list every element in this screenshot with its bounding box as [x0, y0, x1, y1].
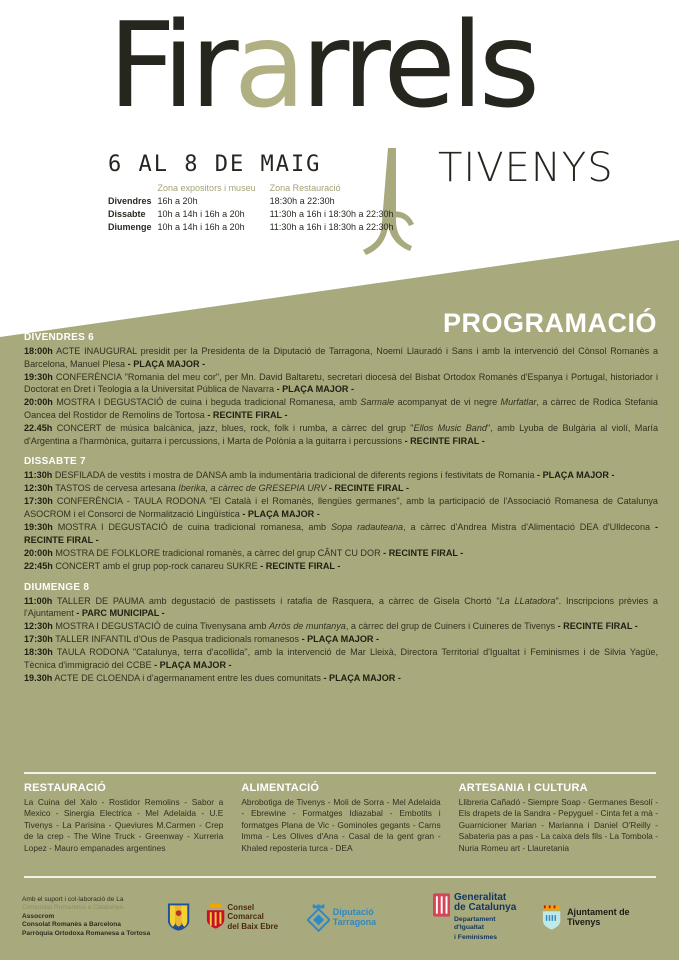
hours-col1-header: Zona expositors i museu [157, 183, 256, 193]
consell-comarcal-label [227, 903, 290, 932]
event-time: 17:30h [24, 634, 53, 645]
hours-row-dissabte [108, 208, 394, 221]
programme-event [24, 560, 658, 573]
poster-footer [22, 886, 662, 948]
event-description: DESFILADA de vestits i mostra de DANSA amb la indumentària tradicional de diferents regions i festivitats de Romania [52, 470, 538, 481]
event-venue: - PLAÇA MAJOR - [276, 384, 355, 395]
programme-event [24, 371, 658, 396]
event-venue: - PLAÇA MAJOR - [537, 470, 615, 481]
hours-row-diumenge [108, 221, 394, 234]
exhibitor-column-list: Llibreria Cañadó - Siempre Soap - Germanes Besolí - Els drapets de la Sandra - Pepyguel - Cinta fet a mà - Guarnicioner Marian - Marianna i Daniel O'Reilly - Sabateria pas a pas - La caixa dels fils - La Tombola - Nuria Romeu art - Llauretania [458, 797, 658, 853]
event-venue: - PARC MUNICIPAL - [76, 608, 165, 619]
support-line-2: Comunitat Romanesa a Catalunya. [22, 904, 125, 912]
event-time: 19:30h [24, 371, 53, 382]
event-venue: - PLAÇA MAJOR - [127, 358, 206, 369]
event-description: MOSTRA I DEGUSTACIÓ de cuina i beguda tradicional Romanesa, amb Sarmale acompanyat de vi negre Murfatlar, a càrrec de Rodica Stefania Oancea del Rostidor de Remolins de Tortosa [24, 397, 658, 420]
event-time: 20:00h [24, 547, 53, 558]
support-line-1: Amb el suport i col·laboració de La [22, 895, 124, 903]
event-time: 11:00h [24, 595, 53, 606]
exhibitor-column-title: RESTAURACIÓ [24, 782, 107, 794]
hours-diumenge-zone1: 10h a 14h i 16h a 20h [157, 222, 245, 232]
event-time: 19.30h [24, 673, 53, 684]
support-credits [22, 896, 167, 939]
festival-dates: 6 AL 8 DE MAIG [108, 152, 322, 177]
opening-hours-table [108, 182, 394, 234]
section-divider-bottom [24, 876, 656, 878]
programme-event [24, 482, 658, 495]
ajuntament-crest-icon [541, 903, 562, 931]
event-venue: - RECINTE FIRAL - [383, 547, 464, 558]
event-time: 19:30h [24, 522, 53, 533]
hours-divendres-zone1: 16h a 20h [157, 196, 198, 206]
support-line-5: Parròquia Ortodoxa Romanesa a Tortosa [22, 929, 151, 937]
event-venue: - PLAÇA MAJOR - [323, 673, 401, 684]
festival-location-subtitle: TIVENYS [438, 145, 614, 191]
programme-day-block [24, 582, 658, 685]
event-time: 12:30h [24, 483, 53, 494]
festival-wordmark [108, 0, 536, 134]
generalitat-label [454, 893, 525, 942]
event-description: CONCERT de música balcànica, jazz, blues, rock, folk i rumba, a càrrec del grup "Ellos Music Band", amb Lyuba de Bulgària al violí, María d'Argentina a l'harmònica, guitarra i percussions, i Marta de Polònia a la guitarra i percussions [24, 423, 658, 446]
programme-event [24, 396, 658, 421]
opening-hours-header-row [108, 182, 394, 195]
hours-day-diumenge: Diumenge [108, 222, 152, 232]
romanian-community-shield-icon [167, 902, 190, 932]
programme-event [24, 595, 658, 620]
event-venue: - PLAÇA MAJOR - [301, 634, 380, 645]
generalitat-sub-1: Departament d'Igualtat [454, 915, 496, 931]
event-time: 18:00h [24, 346, 53, 356]
programme-day-heading: DIUMENGE 8 [24, 581, 90, 593]
event-venue: - PLAÇA MAJOR - [154, 659, 232, 670]
event-venue: - RECINTE FIRAL - [404, 435, 485, 446]
programme-event [24, 633, 658, 646]
wordmark-letter-i: i [162, 0, 191, 134]
event-description: CONCERT amb el grup pop-rock canareu SUKRE [52, 560, 261, 571]
event-description: TALLER DE PAUMA amb degustació de pastissets i ratafia de Rasquera, a càrrec de Gisela Chortó "La LLatadora". Inscripcions prèvies a l'Ajuntament [24, 595, 658, 619]
programme-event [24, 422, 658, 447]
hours-col2-header: Zona Restauració [269, 183, 341, 193]
wordmark-letter-r: r [190, 0, 234, 134]
event-time: 22:45h [24, 560, 53, 571]
hours-divendres-zone2: 18:30h a 22:30h [269, 196, 335, 206]
generalitat-line-1: Generalitat [454, 891, 507, 903]
event-description: TASTOS de cervesa artesana Iberika, a càrrec de GRESEPIA URV [52, 483, 327, 494]
event-time: 12:30h [24, 621, 53, 632]
exhibitor-columns [24, 782, 658, 854]
event-description: MOSTRA I DEGUSTACIÓ de cuina tradicional romanesa, amb Sopa radauteana, a càrrec d'Andrea Mistra d'Alimentació DEA d'Ulldecona [52, 522, 655, 533]
hours-dissabte-zone2: 11:30h a 16h i 18:30h a 22:30h [269, 209, 394, 219]
event-description: ACTE INAUGURAL presidit per la Presidenta de la Diputació de Tarragona, Noemí Llauradó i Sans i amb la intervenció del Cònsol Romanès a Barcelona, Manuel Plesa [24, 346, 658, 369]
event-time: 17:30h [24, 496, 53, 507]
hours-diumenge-zone2: 11:30h a 16h i 18:30h a 22:30h [269, 222, 394, 232]
programme-event [24, 547, 658, 560]
exhibitor-column-list: La Cuina del Xalo - Rostidor Remolins - Sabor a Mexico - Sinergia Electrica - Mel Adelaida - U.E Tivenys - La Parisina - Queviures M.Carmen - Crep de la crep - The Wine Truck - Greenway - Xurreria Lopez - Mauro empanades argentines [24, 797, 224, 853]
generalitat-sub-2: i Feminismes [454, 933, 498, 941]
hours-dissabte-zone1: 10h a 14h i 16h a 20h [157, 209, 245, 219]
support-line-4: Consolat Romanès a Barcelona [22, 921, 121, 929]
event-venue: - PLAÇA MAJOR - [242, 509, 320, 520]
ccbe-line-1: Consel Comarcal [227, 902, 264, 922]
diputacio-label: Diputació Tarragona [332, 907, 377, 927]
event-time: 18:30h [24, 647, 53, 658]
event-description: TAULA RODONA "Catalunya, terra d'acollida", amb la intervenció de Mar Lleixà, Directora Territorial d'Igualtat i Feminismes i de Silvia Yagüe, Tècnica d'immigració del CCBE [24, 647, 658, 670]
wordmark-letters-rrels: rrels [300, 0, 536, 134]
wordmark-letter-a: a [233, 0, 301, 134]
programme-heading: PROGRAMACIÓ [443, 308, 657, 338]
diputacio-tarragona-logo [307, 902, 417, 932]
exhibitor-column [24, 782, 223, 854]
programme-event [24, 521, 658, 546]
ajuntament-tivenys-logo [541, 903, 662, 931]
event-description: MOSTRA I DEGUSTACIÓ de cuina Tivenysana amb Arròs de muntanya, a càrrec del grup de Cuiners i Cuineres de Tivenys [52, 621, 558, 632]
event-time: 22.45h [24, 423, 53, 434]
exhibitor-column-title: ALIMENTACIÓ [241, 782, 320, 794]
wordmark-letter-F: F [108, 0, 163, 134]
programme-event [24, 345, 658, 370]
event-description: CONFERÈNCIA - TAULA RODONA "El Català i el Romanès, llengües germanes", amb la participació de l'Associació Romanesa de Catalunya ASOCROM i el Consorci de Normalització Lingüística [24, 496, 658, 520]
section-divider-top [24, 772, 656, 774]
programme-day-block [24, 332, 658, 447]
ccbe-line-2: del Baix Ebre [227, 921, 279, 931]
event-venue: - RECINTE FIRAL - [328, 483, 409, 494]
hours-spacer [108, 182, 158, 195]
event-description: TALLER INFANTIL d'Ous de Pasqua tradicionals romanesos [52, 634, 302, 645]
event-description: ACTE DE CLOENDA i d'agermanament entre les dues comunitats [52, 673, 324, 684]
programme-event [24, 620, 658, 633]
programme-day-heading: DIVENDRES 6 [24, 332, 94, 343]
event-description: MOSTRA DE FOLKLORE tradicional romanès, a càrrec del grup CÂNT CU DOR [52, 547, 384, 558]
support-line-3: Assocrom [22, 912, 55, 920]
generalitat-catalunya-logo [433, 893, 525, 942]
event-venue: - RECINTE FIRAL - [557, 621, 638, 632]
consell-comarcal-baix-ebre-logo [204, 902, 290, 932]
exhibitor-column [241, 782, 440, 854]
poster-header [0, 0, 679, 250]
programme-day-heading: DISSABTE 7 [24, 456, 86, 468]
programme-event [24, 469, 658, 482]
event-venue: - RECINTE FIRAL - [24, 522, 659, 545]
exhibitor-column-list: Abrobotiga de Tivenys - Moli de Sorra - Mel Adelaida - Ebrewine - Formatges Idiazabal - Embotits i formatges Plana de Vic - Gominoles gegants - Carns Imma - Les Olives d'Ana - Casal de la gent gran - Khaled reposteria turca - DEA [241, 797, 441, 853]
hours-row-divendres [108, 195, 394, 208]
programme-event [24, 672, 658, 685]
opening-hours-block [108, 182, 408, 234]
event-time: 11:30h [24, 470, 53, 481]
programme-list [24, 332, 658, 694]
ajuntament-label: Ajuntament de Tivenys [567, 907, 630, 927]
generalitat-senyera-icon [433, 893, 450, 917]
consell-comarcal-crest-icon [204, 902, 227, 932]
event-time: 20:00h [24, 397, 53, 408]
generalitat-line-2: de Catalunya [454, 902, 517, 913]
event-venue: - RECINTE FIRAL - [207, 409, 288, 420]
hours-day-divendres: Divendres [108, 196, 152, 206]
exhibitor-column-title: ARTESANIA I CULTURA [458, 782, 588, 794]
programme-event [24, 646, 658, 671]
diputacio-diamond-icon [307, 902, 330, 932]
exhibitor-column [459, 782, 658, 854]
hours-day-dissabte: Dissabte [108, 209, 146, 219]
programme-event [24, 495, 658, 520]
programme-day-block [24, 456, 658, 572]
event-venue: - RECINTE FIRAL - [260, 560, 341, 571]
event-description: CONFERÈNCIA "Romania del meu cor", per Mn. David Baltaretu, secretari diocesà del Bisbat Ortodox Romanès d'Espanya i Portugal, historiador i Doctorat en Dret i Teologia a la Universitat Pública de Navarra [24, 371, 658, 395]
